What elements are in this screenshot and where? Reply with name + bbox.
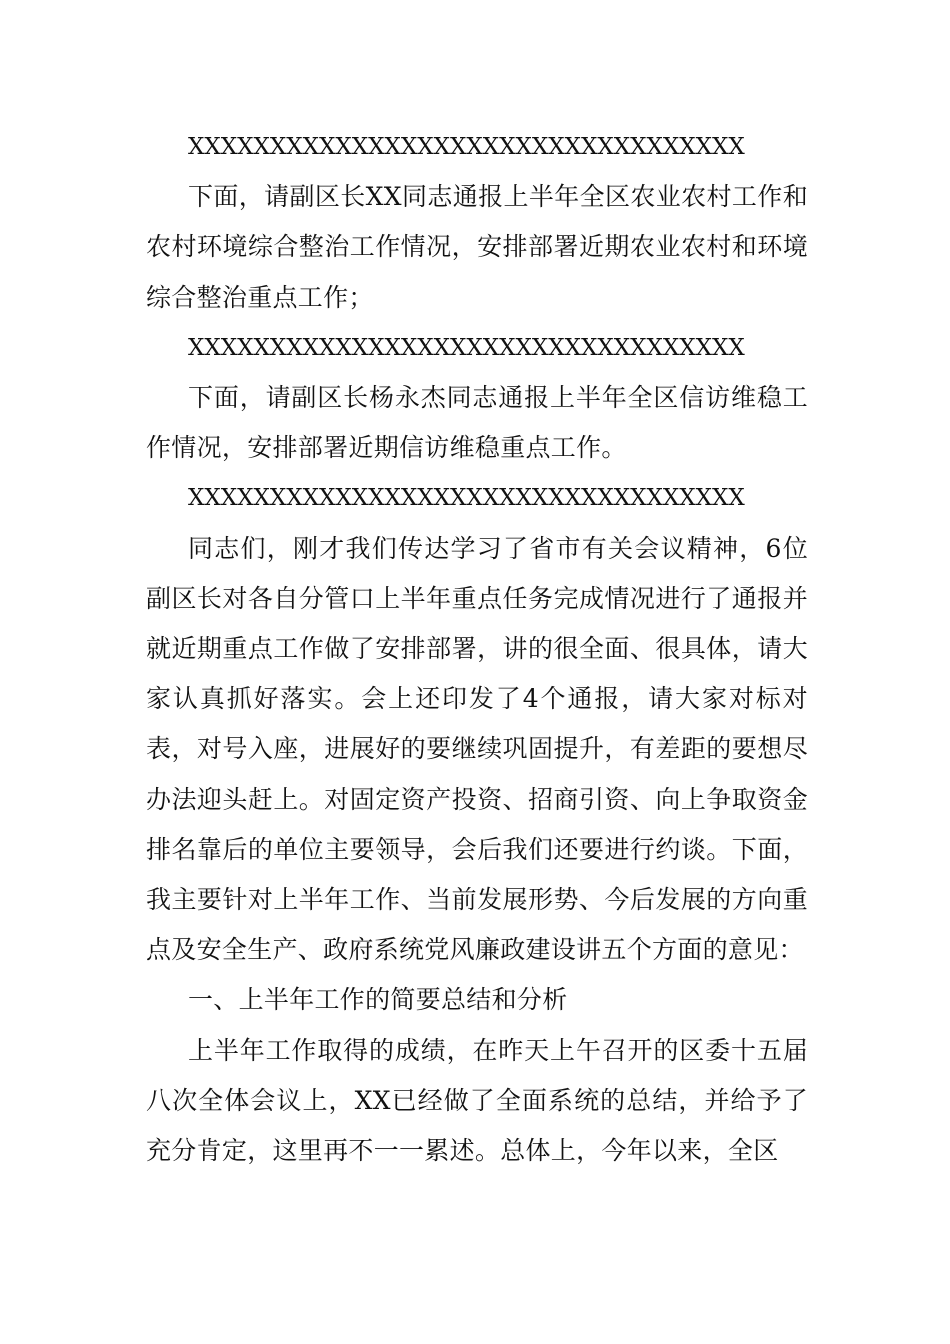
document-body [146, 122, 808, 1176]
separator-line-2: XXXXXXXXXXXXXXXXXXXXXXXXXXXXXXXXXX [188, 334, 745, 361]
paragraph-agriculture-report: 下面，请副区长XX同志通报上半年全区农业农村工作和农村环境综合整治工作情况，安排部署近期农业农村和环境综合整治重点工作； [146, 182, 808, 312]
separator-line-3: XXXXXXXXXXXXXXXXXXXXXXXXXXXXXXXXXX [188, 485, 745, 512]
paragraph-petition-report: 下面，请副区长杨永杰同志通报上半年全区信访维稳工作情况，安排部署近期信访维稳重点工作。 [146, 383, 808, 463]
section-heading-1: 一、上半年工作的简要总结和分析 [188, 985, 568, 1015]
paragraph-half-year-achievements: 上半年工作取得的成绩，在昨天上午召开的区委十五届八次全体会议上，XX已经做了全面系统的总结，并给予了充分肯定，这里再不一一累述。总体上，今年以来，全区 [146, 1035, 808, 1166]
paragraph-summary-remarks: 同志们，刚才我们传达学习了省市有关会议精神，6位副区长对各自分管口上半年重点任务完成情况进行了通报并就近期重点工作做了安排部署，讲的很全面、很具体，请大家认真抓好落实。会上还印发了4个通报，请大家对标对表，对号入座，进展好的要继续巩固提升，有差距的要想尽办法迎头赶上。对固定资产投资、招商引资、向上争取资金排名靠后的单位主要领导，会后我们还要进行约谈。下面，我主要针对上半年工作、当前发展形势、今后发展的方向重点及安全生产、政府系统党风廉政建设讲五个方面的意见： [146, 533, 808, 965]
separator-line-1: XXXXXXXXXXXXXXXXXXXXXXXXXXXXXXXXXX [188, 134, 745, 160]
